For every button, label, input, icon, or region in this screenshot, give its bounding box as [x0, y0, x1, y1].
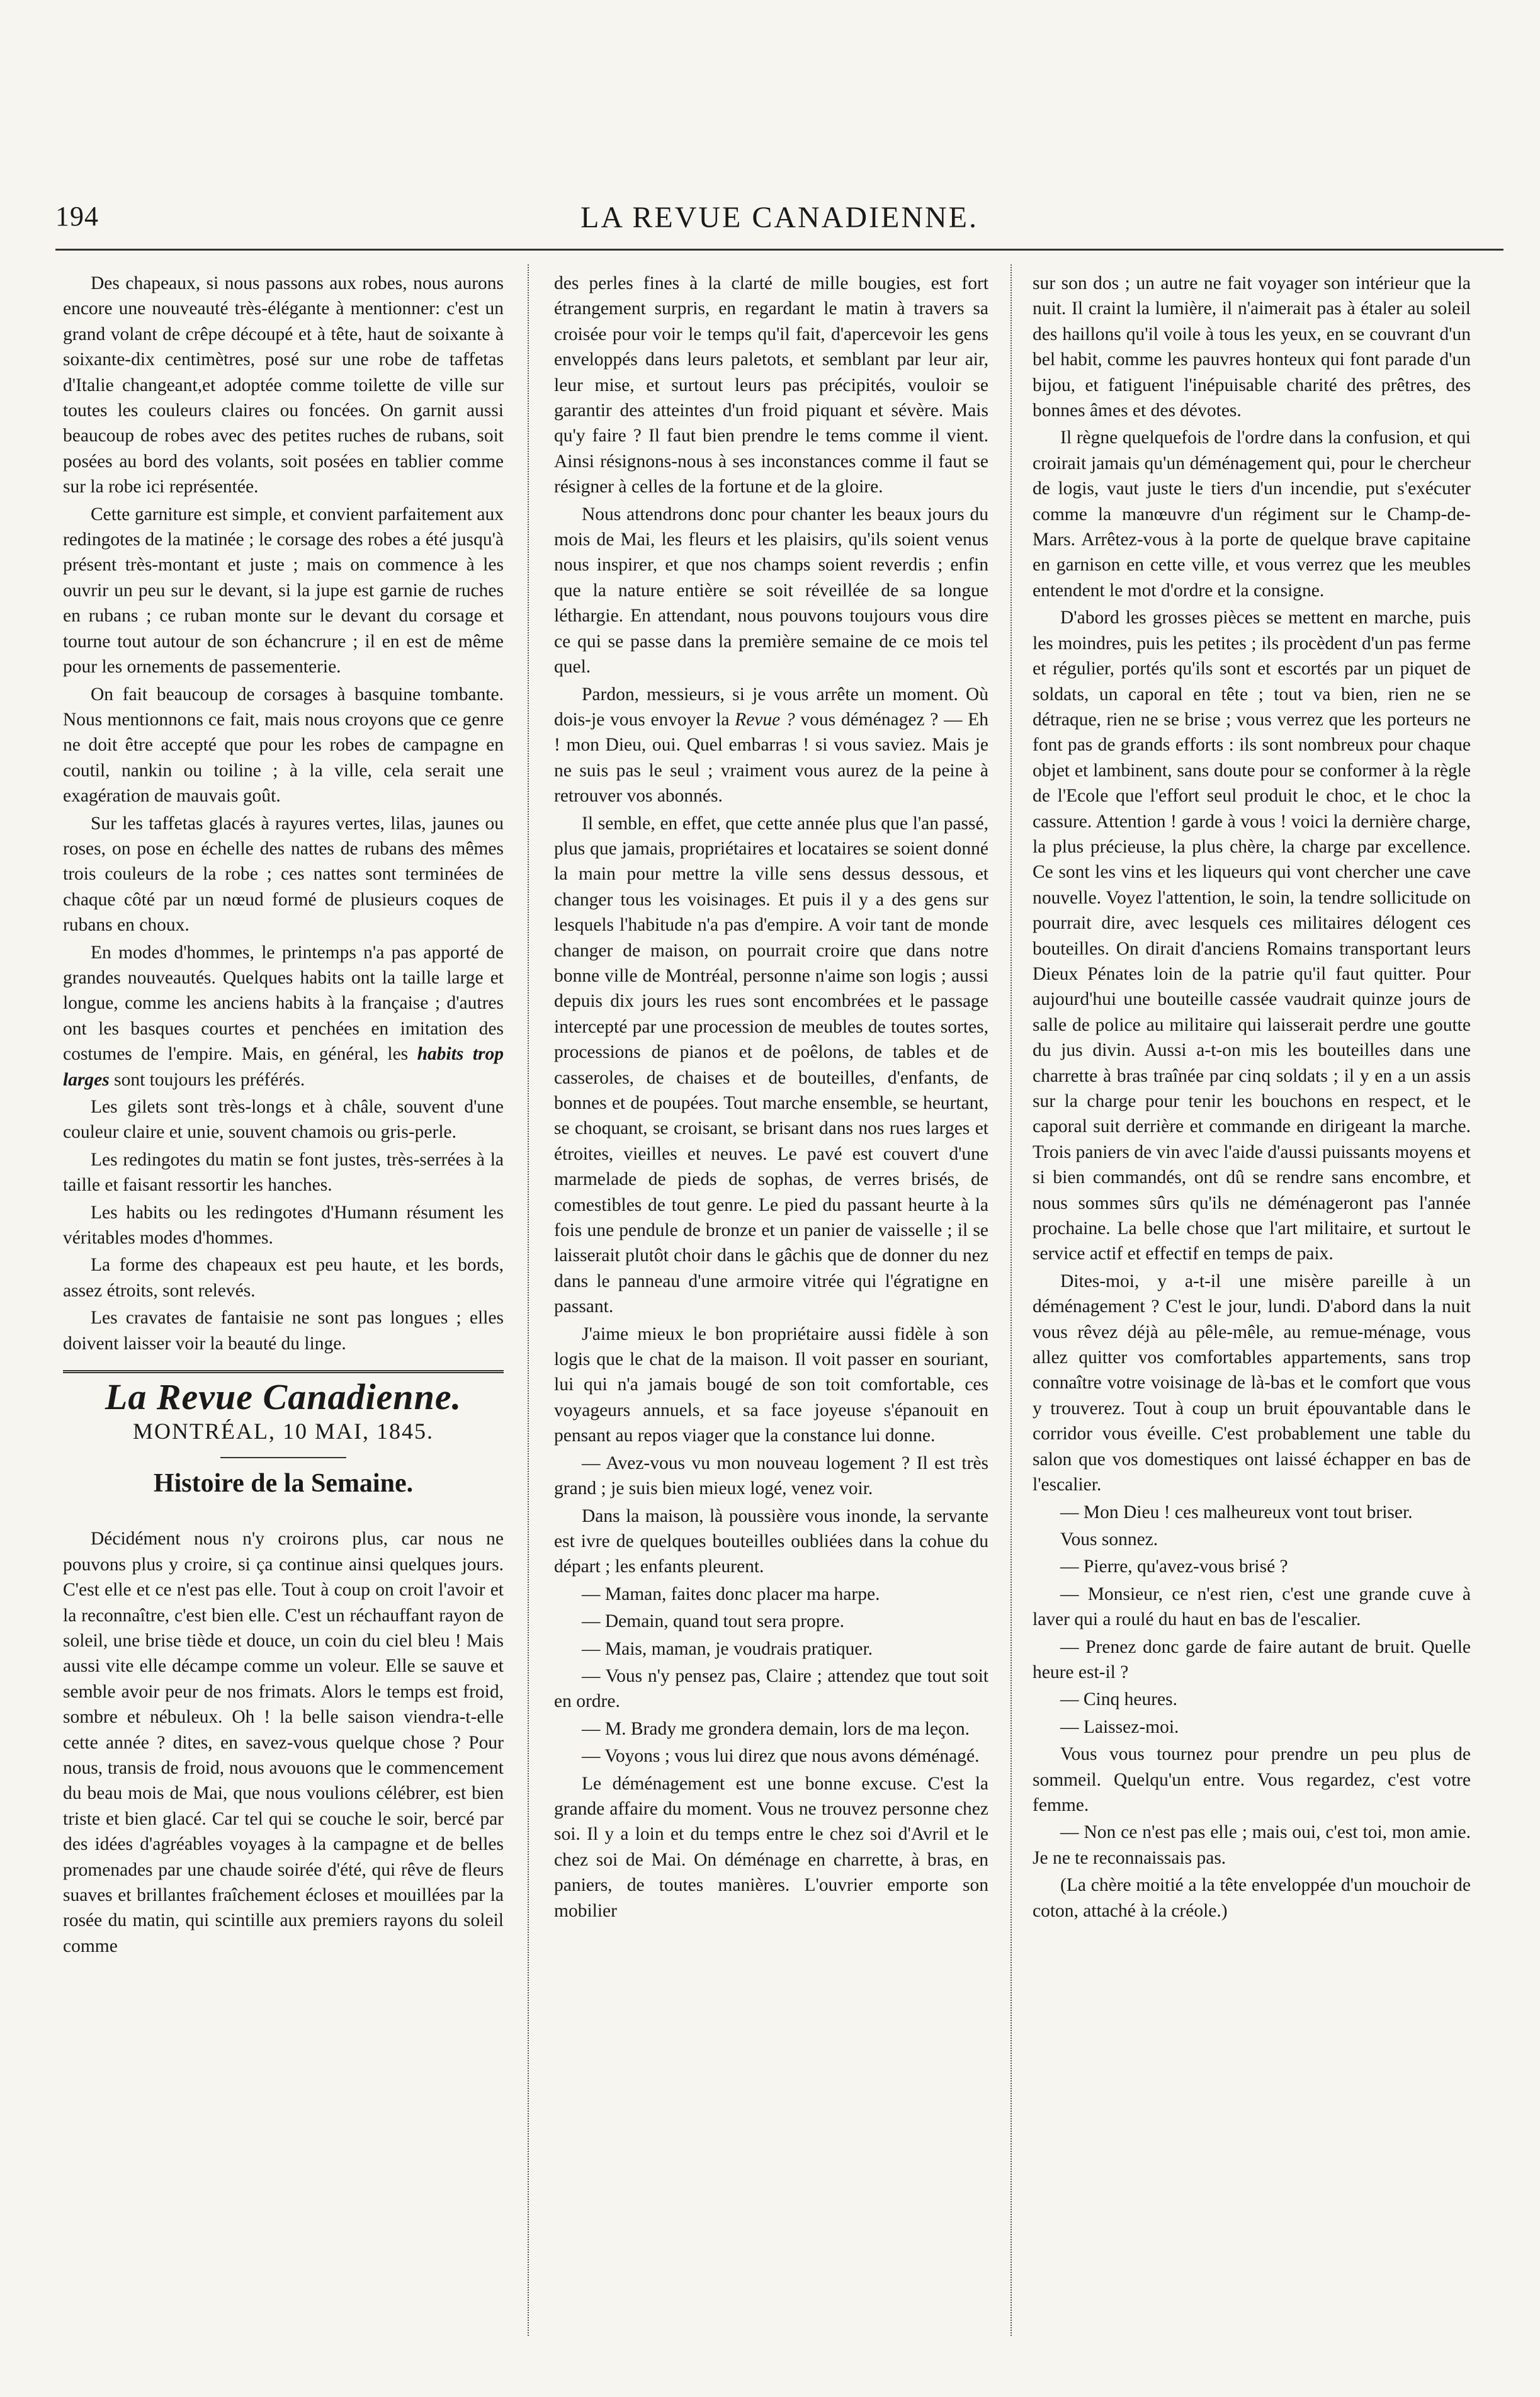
paragraph: Des chapeaux, si nous passons aux robes, nous aurons encore une nouveauté très-élégante à mentionner: c'est un grand volant de crêpe découpé et à tête, haut de soixante à soixante-dix centimètres, posé sur une robe de taffetas d'Italie changeant,et adoptée comme toilette de ville sur toutes les couleurs claires ou foncées. On garnit aussi beaucoup de robes avec des petites ruches de rubans, soit posées au bord des volants, soit posées en tablier comme sur la robe ici représentée.	[63, 273, 504, 497]
paragraph: Il règne quelquefois de l'ordre dans la confusion, et qui croirait jamais qu'un déménagement qui, pour le chercheur de logis, vaut juste le tiers d'un incendie, put s'exécuter comme la manœuvre d'un régiment sur le Champ-de-Mars. Arrêtez-vous à la porte de quelque brave capitaine en garnison en cette ville, et vous verrez que les meubles entendent le mot d'ordre et la consigne.	[1033, 428, 1471, 601]
page-header	[55, 200, 1503, 244]
paragraph-text: Pardon, messieurs, si je vous arrête un moment. Où dois-je vous envoyer la	[554, 684, 988, 730]
paragraph	[554, 682, 988, 809]
paragraph: D'abord les grosses pièces se mettent en marche, puis les moindres, puis les petites ; ils procèdent d'un pas ferme et régulier, portés qu'ils sont et escortés par un piquet de soldats, un caporal en tête ; tout va bien, rien ne se détraque, rien ne se brise ; vous verrez que les porteurs ne font pas de grands efforts : ils sont nombreux pour chaque objet et lambinent, sans doute pour se conformer à la règle de l'Ecole que l'effort seul produit le choc, et le choc la cassure. Attention ! garde à vous ! voici la dernière charge, la plus précieuse, la plus chère, la charge par excellence. Ce sont les vins et les liqueurs qui vont chercher une cave nouvelle. Voyez l'attention, le soin, la tendre sollicitude on pourrait dire, avec lesquels ces militaires délogent ces bouteilles. On dirait d'anciens Romains transportant leurs Dieux Pénates loin de la patrie qu'il faut quitter. Pour aujourd'hui une bouteille cassée vaudrait quinze jours de salle de police au militaire qui laisserait perdre une goutte du jus divin. Aussi a-t-on mis les bouteilles dans une charrette à bras traînée par cinq soldats ; il y en a un assis sur la charge pour tenir les bouchons en respect, et le caporal suit derrière et commande en dirigeant la marche. Trois paniers de vin avec l'aide d'aussi puissants moyens et si bien commandés, ont dû se rendre sans encombre, et nous sommes sûrs qu'ils ne déménageront pas l'année prochaine. La belle chose que l'art militaire, et surtout le service actif et effectif en temps de paix.	[1033, 608, 1471, 1264]
paragraph-text: vous déménagez ? — Eh ! mon Dieu, oui. Quel embarras ! si vous saviez. Mais je ne suis pas le seul ; vraiment vous aurez de la peine à retrouver vos abonnés.	[554, 709, 988, 807]
paragraph: sur son dos ; un autre ne fait voyager son intérieur que la nuit. Il craint la lumière, il n'aimerait pas à étaler au soleil des haillons qu'il voile à tous les yeux, en se couvrant d'un bel habit, comme les pauvres honteux qui font parade d'un bijou, et fatiguent l'inépuisable charité des prêtres, des bonnes âmes et des dévotes.	[1033, 273, 1471, 421]
paragraph: Sur les taffetas glacés à rayures vertes, lilas, jaunes ou roses, on pose en échelle des nattes de rubans des mêmes trois couleurs de la robe ; ces nattes sont terminées de chaque côté par un nœud formé de plusieurs coques de rubans en choux.	[63, 813, 504, 936]
section-title: Histoire de la Semaine.	[153, 1468, 414, 1498]
paragraph: — Non ce n'est pas elle ; mais oui, c'est toi, mon amie. Je ne te reconnaissais pas.	[1033, 1822, 1471, 1868]
paragraph-text: En modes d'hommes, le printemps n'a pas apporté de grandes nouveautés. Quelques habits ont la taille large et longue, comme les anciens habits à la française ; d'autres ont les basques courtes et penchées en imitation des costumes de l'empire. Mais, en général, les	[63, 942, 504, 1065]
paragraph: Les cravates de fantaisie ne sont pas longues ; elles doivent laisser voir la beauté du linge.	[63, 1308, 504, 1354]
paragraph: La forme des chapeaux est peu haute, et les bords, assez étroits, sont relevés.	[63, 1255, 504, 1301]
paragraph: — Cinq heures.	[1060, 1689, 1177, 1710]
paragraph-text: sont toujours les préférés.	[109, 1069, 305, 1090]
paragraph: Cette garniture est simple, et convient parfaitement aux redingotes de la matinée ; le corsage des robes a été jusqu'à présent très-montant et juste ; mais on commence à les ouvrir un peu sur le devant, si la jupe est garnie de ruches en rubans ; ce ruban monte sur le devant du corsage et tourne tout autour de son échancrure ; il en est de même pour les ornements de passementerie.	[63, 504, 504, 677]
paragraph: — M. Brady me grondera demain, lors de ma leçon.	[582, 1718, 970, 1739]
short-rule	[220, 1457, 346, 1458]
paragraph: Dans la maison, là poussière vous inonde, la servante est ivre de quelques bouteilles oubliées dans la cohue du départ ; les enfants pleurent.	[554, 1505, 988, 1577]
paragraph: — Avez-vous vu mon nouveau logement ? Il est très grand ; je suis bien mieux logé, venez voir.	[554, 1453, 988, 1499]
column-divider	[1011, 264, 1012, 2336]
paragraph: Les habits ou les redingotes d'Humann résument les véritables modes d'hommes.	[63, 1202, 504, 1249]
header-rule	[55, 249, 1503, 251]
paragraph: des perles fines à la clarté de mille bougies, est fort étrangement surpris, en regardant le matin à travers sa croisée pour voir le temps qu'il fait, d'apercevoir les gens enveloppés dans leurs paletots, et semblant par leur air, leur mise, et surtout leurs pas précipités, vouloir se garantir des atteintes d'un froid piquant et sévère. Mais qu'y faire ? Il faut bien prendre le tems comme il vient. Ainsi résignons-nous à ses inconstances comme il faut se résigner à celles de la fortune et de la gloire.	[554, 273, 988, 497]
paragraph: — Monsieur, ce n'est rien, c'est une grande cuve à laver qui a roulé du haut en bas de l'escalier.	[1033, 1584, 1471, 1630]
paragraph: Le déménagement est une bonne excuse. C'est la grande affaire du moment. Vous ne trouvez personne chez soi. Il y a loin et du temps entre le chez soi d'Avril et le chez soi de Mai. On déménage en charrette, à bras, en paniers, de toutes manières. L'ouvrier emporte son mobilier	[554, 1773, 988, 1921]
paragraph: Vous sonnez.	[1060, 1529, 1158, 1550]
paragraph: — Voyons ; vous lui direz que nous avons déménagé.	[582, 1746, 980, 1767]
running-head: LA REVUE CANADIENNE.	[580, 201, 978, 234]
paragraph: Les gilets sont très-longs et à châle, souvent d'une couleur claire et unie, souvent chamois ou gris-perle.	[63, 1097, 504, 1143]
paragraph: Dites-moi, y a-t-il une misère pareille à un déménagement ? C'est le jour, lundi. D'abord dans la nuit vous rêvez déjà au pêle-mêle, au remue-ménage, vous allez quitter vos comfortables appartements, sans trop connaître votre voisinage de là-bas et le comfort que vous y trouverez. Tout à coup un bruit épouvantable dans le corridor vous éveille. C'est probablement une table du salon que vos domestiques ont laissé échapper en bas de l'escalier.	[1033, 1271, 1471, 1495]
column-1	[63, 271, 504, 1961]
paragraph: Décidément nous n'y croirons plus, car nous ne pouvons plus y croire, si ça continue ainsi quelques jours. C'est elle et ce n'est pas elle. Tout à coup on croit l'avoir et la reconnaître, c'est bien elle. C'est un réchauffant rayon de soleil, une brise tiède et douce, un coin du ciel bleu ! Mais aussi vite elle décampe comme un voleur. Elle se sauve et semble avoir peur de nos frimats. Alors le temps est froid, sombre et nébuleux. Oh ! la belle saison viendra-t-elle cette année ? dites, en savez-vous quelque chose ? Pour nous, transis de froid, nous avouons que le commencement du beau mois de Mai, que nous voulions célébrer, est bien triste et bien glacé. Car tel qui se couche le soir, bercé par des idées d'agréables voyages à la campagne et de belles promenades par une chaude soirée d'été, qui rêve de fleurs suaves et brillantes fraîchement écloses et mouillées par la rosée du matin, qui scintille aux premiers rayons du soleil comme	[63, 1529, 504, 1956]
journal-title: La Revue Canadienne.	[105, 1376, 462, 1418]
paragraph: — Mon Dieu ! ces malheureux vont tout briser.	[1060, 1502, 1413, 1522]
column-2	[554, 271, 988, 1925]
paragraph: (La chère moitié a la tête enveloppée d'un mouchoir de coton, attaché à la créole.)	[1033, 1875, 1471, 1921]
paragraph: — Mais, maman, je voudrais pratiquer.	[582, 1638, 873, 1659]
page-number: 194	[55, 201, 99, 232]
column-divider	[528, 264, 529, 2336]
section-separator	[63, 1370, 504, 1373]
paragraph: On fait beaucoup de corsages à basquine tombante. Nous mentionnons ce fait, mais nous croyons que ce genre ne doit être accepté que pour les robes de campagne en coutil, nankin ou toiline ; à la ville, cela serait une exagération de mauvais goût.	[63, 684, 504, 807]
dateline: MONTRÉAL, 10 MAI, 1845.	[133, 1419, 434, 1444]
paragraph: Vous vous tournez pour prendre un peu plus de sommeil. Quelqu'un entre. Vous regardez, c'est votre femme.	[1033, 1744, 1471, 1815]
paragraph	[63, 940, 504, 1092]
paragraph: Les redingotes du matin se font justes, très-serrées à la taille et faisant ressortir les hanches.	[63, 1149, 504, 1196]
paragraph: Nous attendrons donc pour chanter les beaux jours du mois de Mai, les fleurs et les plaisirs, qu'ils soient venus nous inspirer, et que nos champs soient reverdis ; enfin que la nature entière se soit réveillée de sa longue léthargie. En attendant, nous pouvons toujours vous dire ce qui se passe dans la première semaine de ce mois tel quel.	[554, 504, 988, 677]
emphasis: Revue ?	[735, 709, 795, 730]
paragraph: — Demain, quand tout sera propre.	[582, 1611, 844, 1632]
paragraph: — Pierre, qu'avez-vous brisé ?	[1060, 1556, 1288, 1577]
paragraph: — Vous n'y pensez pas, Claire ; attendez que tout soit en ordre.	[554, 1665, 988, 1712]
paragraph: — Maman, faites donc placer ma harpe.	[582, 1584, 880, 1604]
paragraph: — Laissez-moi.	[1060, 1716, 1179, 1737]
column-3	[1033, 271, 1471, 1925]
paragraph: J'aime mieux le bon propriétaire aussi fidèle à son logis que le chat de la maison. Il voit passer en souriant, lui qui n'a jamais bougé de son toit comfortable, ces voyageurs annuels, et sa face joyeuse s'épanouit en pensant au repos viager que la constance lui donne.	[554, 1323, 988, 1446]
emphasis: habits trop larges	[63, 1044, 504, 1090]
paragraph: Il semble, en effet, que cette année plus que l'an passé, plus que jamais, propriétaires et locataires se soient donné la main pour mettre la ville sens dessus dessous, et changer tous les voisinages. Et puis il y a des gens sur lesquels l'habitude n'a pas d'empire. A voir tant de monde changer de maison, on pourrait croire que dans notre bonne ville de Montréal, personne n'aime son logis ; aussi depuis dix jours les rues sont encombrées et le passage intercepté par une procession de meubles de toutes sortes, processions de pianos et de poêlons, de tables et de casseroles, de chaises et de bouteilles, d'enfants, de bonnes et de poupées. Tout marche ensemble, se heurtant, se choquant, se croisant, se brisant dans nos rues larges et étroites, vieilles et neuves. Le pavé est couvert d'une marmelade de pieds de sophas, de verres brisés, de comestibles de tout genre. Le pied du passant heurte à la fois une pendule de bronze et un panier de vaisselle ; il se laisserait plutôt choir dans le gâchis que de donner du nez dans le panneau d'une armoire vitrée qui l'égratigne en passant.	[554, 813, 988, 1317]
paragraph: — Prenez donc garde de faire autant de bruit. Quelle heure est-il ?	[1033, 1636, 1471, 1682]
